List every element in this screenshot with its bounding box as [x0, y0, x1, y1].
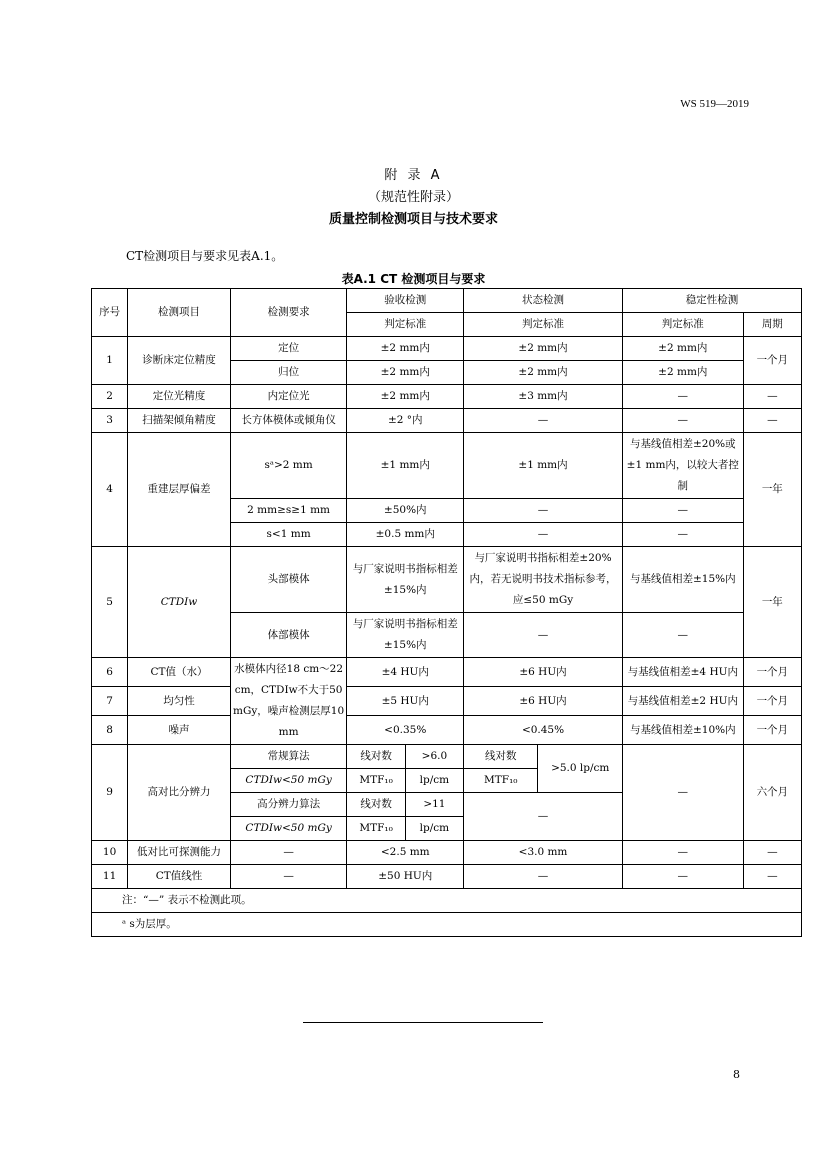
row-stab: ±2 mm内: [622, 337, 743, 361]
row-acc: 与厂家说明书指标相差±15%内: [347, 547, 464, 613]
row-sta: ±2 mm内: [464, 361, 623, 385]
header-item: 检测项目: [128, 289, 231, 337]
row-acc: ±0.5 mm内: [347, 523, 464, 547]
row-period: 一年: [743, 433, 801, 547]
row-sta: <3.0 mm: [464, 841, 623, 865]
row-lp-label: 线对数: [347, 793, 405, 817]
row-stab: —: [622, 499, 743, 523]
row-no: 8: [92, 716, 128, 745]
row-sta: —: [464, 793, 623, 841]
row-sta: —: [464, 409, 623, 433]
row-period: 六个月: [743, 745, 801, 841]
row-sta: 与厂家说明书指标相差±20%内，若无说明书技术指标参考，应≤50 mGy: [464, 547, 623, 613]
row-sta: ±6 HU内: [464, 658, 623, 687]
row-no: 4: [92, 433, 128, 547]
row-sta: <0.45%: [464, 716, 623, 745]
row-stab: —: [622, 841, 743, 865]
row-mtf-label: MTF₁₀: [464, 769, 538, 793]
row-item: 扫描架倾角精度: [128, 409, 231, 433]
row-stab: 与基线值相差±2 HU内: [622, 687, 743, 716]
row-period: —: [743, 865, 801, 889]
row-stab: —: [622, 523, 743, 547]
table-row: [92, 716, 802, 745]
row-req: 长方体模体或倾角仪: [230, 409, 347, 433]
row-stab: —: [622, 409, 743, 433]
row-mtf-label: MTF₁₀: [347, 817, 405, 841]
row-item: CT值（水）: [128, 658, 231, 687]
row-sta: —: [464, 523, 623, 547]
header-seq: 序号: [92, 289, 128, 337]
header-criterion: 判定标准: [622, 313, 743, 337]
header-status: 状态检测: [464, 289, 623, 313]
header-req: 检测要求: [230, 289, 347, 337]
table-row: [92, 745, 802, 769]
row-no: 2: [92, 385, 128, 409]
end-rule: [303, 1022, 543, 1023]
row-acc: ±5 HU内: [347, 687, 464, 716]
row-req: 2 mm≥s≥1 mm: [230, 499, 347, 523]
row-sta: ±1 mm内: [464, 433, 623, 499]
row-no: 3: [92, 409, 128, 433]
row-sta: —: [464, 499, 623, 523]
row-req: 体部模体: [230, 613, 347, 658]
row-req: 头部模体: [230, 547, 347, 613]
row-sta: —: [464, 865, 623, 889]
header-row-1: [92, 289, 802, 313]
page-number: 8: [733, 1068, 740, 1081]
row-stab: ±2 mm内: [622, 361, 743, 385]
row-no: 6: [92, 658, 128, 687]
table-row: [92, 433, 802, 499]
row-acc: ±2 mm内: [347, 385, 464, 409]
row-req-shared: 水模体内径18 cm～22 cm，CTDIw不大于50 mGy，噪声检测层厚10 mm: [230, 658, 347, 745]
row-acc: <0.35%: [347, 716, 464, 745]
row-req: 定位: [230, 337, 347, 361]
row-acc-mtf: lp/cm: [405, 769, 463, 793]
row-req: 常规算法: [230, 745, 347, 769]
row-item: CTDIw: [128, 547, 231, 658]
row-sta: —: [464, 613, 623, 658]
ct-requirements-table: [91, 288, 802, 937]
table-row: [92, 547, 802, 613]
row-sta: ±2 mm内: [464, 337, 623, 361]
row-acc: ±50 HU内: [347, 865, 464, 889]
appendix-heading: 质量控制检测项目与技术要求: [328, 212, 498, 227]
row-stab: —: [622, 385, 743, 409]
row-period: —: [743, 385, 801, 409]
row-stab: 与基线值相差±10%内: [622, 716, 743, 745]
row-req: CTDIw<50 mGy: [230, 817, 347, 841]
row-period: 一个月: [743, 337, 801, 385]
table-note-row: [92, 913, 802, 937]
header-period: 周期: [743, 313, 801, 337]
row-mtf-label: MTF₁₀: [347, 769, 405, 793]
row-stab: —: [622, 745, 743, 841]
row-acc: ±2 mm内: [347, 337, 464, 361]
table-row: [92, 409, 802, 433]
row-item: 低对比可探测能力: [128, 841, 231, 865]
row-acc: ±2 mm内: [347, 361, 464, 385]
intro-text: CT检测项目与要求见表A.1。: [126, 249, 284, 263]
row-lp-label: 线对数: [347, 745, 405, 769]
row-item: 噪声: [128, 716, 231, 745]
row-sta: >5.0 lp/cm: [538, 745, 622, 793]
row-period: —: [743, 409, 801, 433]
header-acceptance: 验收检测: [347, 289, 464, 313]
row-req: —: [230, 841, 347, 865]
header-stability: 稳定性检测: [622, 289, 801, 313]
table-caption: 表A.1 CT 检测项目与要求: [341, 272, 486, 286]
row-req: —: [230, 865, 347, 889]
row-req: s<1 mm: [230, 523, 347, 547]
row-item: 重建层厚偏差: [128, 433, 231, 547]
table-note: 注：“—” 表示不检测此项。: [92, 889, 802, 913]
table-row: [92, 337, 802, 361]
row-acc-mtf: lp/cm: [405, 817, 463, 841]
table-note-row: [92, 889, 802, 913]
row-stab: 与基线值相差±4 HU内: [622, 658, 743, 687]
row-acc: 与厂家说明书指标相差±15%内: [347, 613, 464, 658]
row-acc-lp: >11: [405, 793, 463, 817]
row-period: 一个月: [743, 716, 801, 745]
row-acc: ±50%内: [347, 499, 464, 523]
appendix-type: （规范性附录）: [367, 190, 459, 205]
row-stab: 与基线值相差±15%内: [622, 547, 743, 613]
row-req: CTDIw<50 mGy: [230, 769, 347, 793]
row-sta: ±6 HU内: [464, 687, 623, 716]
row-period: 一个月: [743, 658, 801, 687]
row-acc-lp: >6.0: [405, 745, 463, 769]
row-item: CT值线性: [128, 865, 231, 889]
table-row: [92, 658, 802, 687]
row-no: 1: [92, 337, 128, 385]
row-no: 9: [92, 745, 128, 841]
row-period: 一个月: [743, 687, 801, 716]
row-no: 7: [92, 687, 128, 716]
row-period: 一年: [743, 547, 801, 658]
row-item: 均匀性: [128, 687, 231, 716]
row-acc: ±1 mm内: [347, 433, 464, 499]
row-item: 诊断床定位精度: [128, 337, 231, 385]
standard-code: WS 519—2019: [680, 98, 749, 110]
table-row: [92, 687, 802, 716]
row-item: 高对比分辨力: [128, 745, 231, 841]
row-stab: —: [622, 865, 743, 889]
table-row: [92, 385, 802, 409]
row-no: 11: [92, 865, 128, 889]
appendix-title: 附 录 A: [384, 168, 443, 183]
row-no: 5: [92, 547, 128, 658]
table-footnote: ᵃ s为层厚。: [92, 913, 802, 937]
row-no: 10: [92, 841, 128, 865]
row-period: —: [743, 841, 801, 865]
row-req: sᵃ>2 mm: [230, 433, 347, 499]
table-row: [92, 865, 802, 889]
header-criterion: 判定标准: [464, 313, 623, 337]
row-stab: 与基线值相差±20%或±1 mm内，以较大者控制: [622, 433, 743, 499]
row-acc: ±4 HU内: [347, 658, 464, 687]
row-req: 内定位光: [230, 385, 347, 409]
row-item: 定位光精度: [128, 385, 231, 409]
row-acc: <2.5 mm: [347, 841, 464, 865]
header-criterion: 判定标准: [347, 313, 464, 337]
row-stab: —: [622, 613, 743, 658]
row-req: 高分辨力算法: [230, 793, 347, 817]
row-req: 归位: [230, 361, 347, 385]
row-sta: ±3 mm内: [464, 385, 623, 409]
row-lp-label: 线对数: [464, 745, 538, 769]
table-row: [92, 841, 802, 865]
row-acc: ±2 °内: [347, 409, 464, 433]
